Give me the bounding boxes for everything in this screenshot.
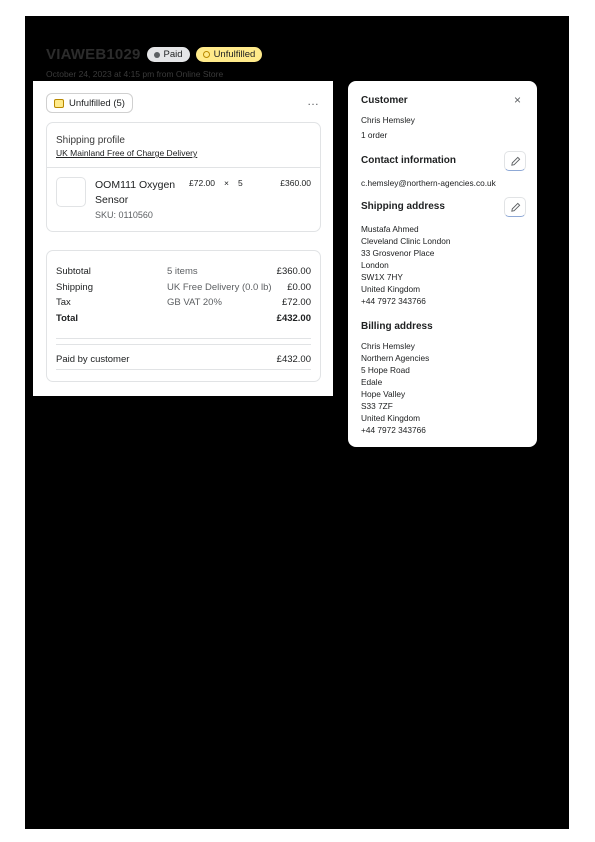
customer-panel bbox=[348, 81, 537, 447]
customer-title: Customer bbox=[361, 95, 408, 106]
paid-by-customer-label: Paid by customer bbox=[56, 354, 130, 365]
shipping-row bbox=[56, 282, 311, 295]
total-value: £432.00 bbox=[276, 313, 311, 324]
unfulfilled-ring-icon bbox=[203, 51, 210, 58]
billing-address-line: Chris Hemsley bbox=[361, 341, 415, 351]
subtotal-row bbox=[56, 266, 311, 279]
billing-address-phone: +44 7972 343766 bbox=[361, 425, 426, 435]
more-actions-icon[interactable]: … bbox=[307, 94, 319, 108]
product-thumbnail[interactable] bbox=[56, 177, 86, 207]
billing-address-line: S33 7ZF bbox=[361, 401, 393, 411]
billing-address-line: Edale bbox=[361, 377, 383, 387]
shipping-address-line: SW1X 7HY bbox=[361, 272, 403, 282]
product-unit-price: £72.00 bbox=[189, 178, 215, 188]
unfulfilled-badge-label: Unfulfilled bbox=[213, 49, 256, 60]
billing-address-line: Hope Valley bbox=[361, 389, 406, 399]
paid-badge-label: Paid bbox=[163, 49, 183, 60]
tax-row bbox=[56, 297, 311, 310]
pencil-icon bbox=[510, 202, 521, 213]
billing-address-title: Billing address bbox=[361, 321, 433, 332]
payment-summary-card bbox=[46, 250, 321, 382]
shipping-address-line: 33 Grosvenor Place bbox=[361, 248, 435, 258]
shipping-profile-link[interactable]: UK Mainland Free of Charge Delivery bbox=[56, 148, 198, 158]
shipping-label: Shipping bbox=[56, 282, 93, 293]
payment-divider bbox=[56, 338, 311, 339]
shipping-value: £0.00 bbox=[287, 282, 311, 293]
product-sku: SKU: 0110560 bbox=[95, 210, 153, 220]
shipping-address-line: Mustafa Ahmed bbox=[361, 224, 419, 234]
shipping-address-line: London bbox=[361, 260, 389, 270]
tax-label: Tax bbox=[56, 297, 71, 308]
shipping-divider bbox=[47, 167, 320, 168]
contact-information-title: Contact information bbox=[361, 155, 456, 166]
unfulfilled-status-button[interactable] bbox=[46, 93, 133, 113]
order-header bbox=[46, 46, 262, 63]
subtotal-label: Subtotal bbox=[56, 266, 91, 277]
shipping-card bbox=[46, 122, 321, 232]
total-label: Total bbox=[56, 313, 78, 324]
product-quantity: 5 bbox=[238, 178, 243, 188]
subtotal-value: £360.00 bbox=[276, 266, 311, 277]
shipping-address-line: United Kingdom bbox=[361, 284, 421, 294]
tax-detail: GB VAT 20% bbox=[167, 297, 222, 308]
tax-value: £72.00 bbox=[281, 297, 311, 308]
product-line-total: £360.00 bbox=[280, 178, 311, 188]
times-sign: × bbox=[224, 178, 229, 188]
order-id: VIAWEB1029 bbox=[46, 46, 141, 63]
payment-divider-secondary bbox=[56, 344, 311, 345]
edit-shipping-address-button[interactable] bbox=[504, 197, 526, 217]
unfulfilled-status-label: Unfulfilled (5) bbox=[69, 97, 125, 109]
close-icon[interactable]: × bbox=[513, 93, 521, 107]
billing-address-line: 5 Hope Road bbox=[361, 365, 410, 375]
customer-name[interactable]: Chris Hemsley bbox=[361, 115, 415, 125]
billing-address-line: Northern Agencies bbox=[361, 353, 430, 363]
unfulfilled-box-icon bbox=[54, 99, 64, 108]
paid-by-customer-row bbox=[56, 354, 311, 367]
billing-address-line: United Kingdom bbox=[361, 413, 421, 423]
customer-order-count[interactable]: 1 order bbox=[361, 130, 388, 140]
paid-by-customer-value: £432.00 bbox=[276, 354, 311, 365]
subtotal-detail: 5 items bbox=[167, 266, 198, 277]
edit-contact-button[interactable] bbox=[504, 151, 526, 171]
paid-badge bbox=[147, 47, 190, 62]
pencil-icon bbox=[510, 156, 521, 167]
paid-dot-icon bbox=[154, 52, 160, 58]
shipping-address-phone: +44 7972 343766 bbox=[361, 296, 426, 306]
payment-divider-bottom bbox=[56, 369, 311, 370]
shipping-detail: UK Free Delivery (0.0 lb) bbox=[167, 282, 272, 293]
order-subtitle: October 24, 2023 at 4:15 pm from Online Store bbox=[46, 69, 224, 79]
fulfillment-panel bbox=[33, 81, 333, 396]
total-row bbox=[56, 313, 311, 326]
customer-email[interactable]: c.hemsley@northern-agencies.co.uk bbox=[361, 178, 496, 188]
shipping-address-title: Shipping address bbox=[361, 201, 445, 212]
unfulfilled-badge bbox=[196, 47, 263, 62]
shipping-address-line: Cleveland Clinic London bbox=[361, 236, 451, 246]
shipping-profile-title: Shipping profile bbox=[56, 135, 125, 146]
product-name[interactable]: OOM111 Oxygen Sensor bbox=[95, 179, 176, 206]
